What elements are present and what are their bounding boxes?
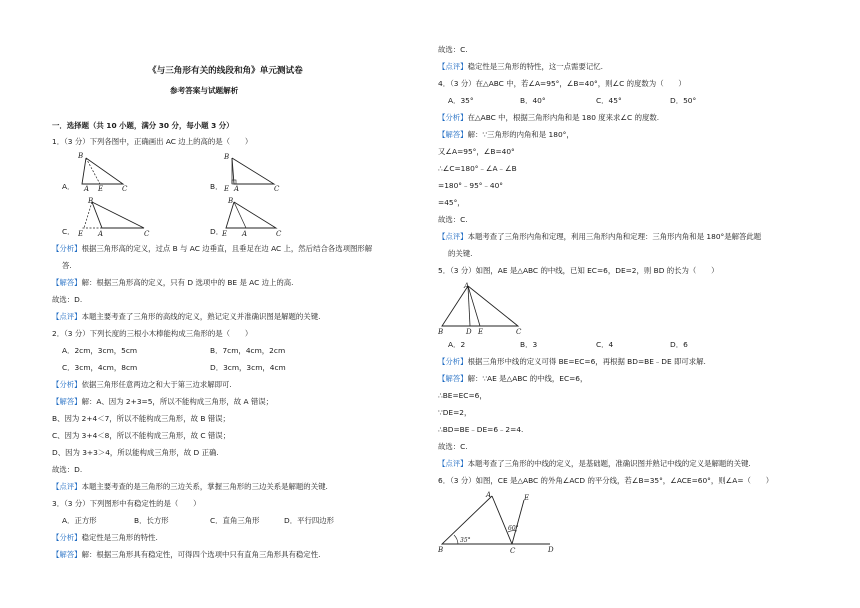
page-subtitle: 参考答案与试题解析 (170, 86, 239, 95)
solution-tag: 【解答】 (438, 130, 468, 139)
q4-line-2: ∴∠C=180°﹣∠A﹣∠B (438, 164, 517, 173)
q1-analysis (52, 245, 372, 254)
comment-tag: 【点评】 (438, 62, 468, 71)
q2-line-b: B、因为 2+4＜7，所以不能构成三角形，故 B 错误； (52, 414, 230, 423)
q3-solution-text: 解：根据三角形具有稳定性，可得四个选项中只有直角三角形具有稳定性. (81, 550, 321, 559)
q5-comment (438, 460, 751, 469)
q2-line-d: D、因为 3+3＞4，所以能构成三角形，故 D 正确. (52, 448, 219, 457)
page-title: 《与三角形有关的线段和角》单元测试卷 (148, 66, 303, 76)
q1-comment-text: 本题主要考查了三角形的高线的定义，熟记定义并准确识图是解题的关键. (81, 312, 321, 321)
q4-analysis-text: 在△ABC 中，根据三角形内角和是 180 度来求∠C 的度数. (467, 113, 660, 122)
solution-tag: 【解答】 (438, 374, 468, 383)
q1-stem: 1．（3 分）下列各图中，正确画出 AC 边上的高的是（ ） (52, 137, 253, 146)
comment-tag: 【点评】 (438, 459, 468, 468)
analysis-tag: 【分析】 (52, 380, 82, 389)
q5-choice: 故选：C. (438, 442, 468, 451)
q5-analysis-text: 根据三角形中线的定义可得 BE=EC=6，再根据 BD=BE﹣DE 即可求解. (467, 357, 706, 366)
q1d-label-c: C (276, 230, 282, 238)
q1-figure-c (78, 196, 168, 238)
comment-tag: 【点评】 (52, 482, 82, 491)
solution-tag: 【解答】 (52, 550, 82, 559)
q5-comment-text: 本题考查了三角形的中线的定义，是基础题，准确识图并熟记中线的定义是解题的关键. (467, 459, 751, 468)
q4-solution (438, 131, 574, 140)
q2-comment-text: 本题主要考查的是三角形的三边关系，掌握三角形的三边关系是解题的关键. (81, 482, 328, 491)
q4-analysis (438, 114, 659, 123)
q4-comment-cont: 的关键. (448, 249, 473, 258)
q1-solution-text: 解：根据三角形高的定义，只有 D 选项中的 BE 是 AC 边上的高. (81, 278, 294, 287)
q1-figure-d (220, 196, 310, 238)
q5-line-1: ∴BE=EC=6， (438, 391, 487, 400)
q1d-label-b: B (228, 197, 234, 205)
q5-label-c: C (516, 328, 522, 336)
q2-option-c: C．3cm，4cm，8cm (62, 363, 138, 372)
q5-label-e: E (478, 328, 484, 336)
q1-option-c-label: C． (62, 227, 75, 236)
q6-label-b: B (438, 546, 444, 554)
q1-solution (52, 279, 294, 288)
q1a-label-b: B (78, 152, 84, 160)
q1-comment (52, 313, 320, 322)
q5-analysis (438, 358, 706, 367)
q5-line-2: ∵DE=2， (438, 408, 472, 417)
analysis-tag: 【分析】 (438, 113, 468, 122)
q5-line-3: ∴BD=BE﹣DE=6﹣2=4. (438, 425, 524, 434)
q5-label-b: B (438, 328, 444, 336)
q2-analysis (52, 381, 232, 390)
q1-figure-a (78, 150, 158, 192)
q1b-label-b: B (224, 153, 230, 161)
q6-figure (438, 488, 588, 556)
q1c-label-c: C (144, 230, 150, 238)
q5-solution (438, 375, 587, 384)
q1c-label-e: E (78, 230, 84, 238)
q1c-label-a: A (98, 230, 104, 238)
q3-comment-text: 稳定性是三角形的特性，这一点需要记忆. (467, 62, 603, 71)
q5-option-a: A．2 (448, 340, 466, 349)
q3-analysis-text: 稳定性是三角形的特性. (81, 533, 158, 542)
q1a-label-e: E (98, 185, 104, 192)
q1a-label-c: C (122, 185, 128, 192)
q2-comment (52, 483, 328, 492)
q2-option-a: A．2cm，3cm，5cm (62, 346, 138, 355)
q4-stem: 4．（3 分）在△ABC 中，若∠A=95°，∠B=40°，则∠C 的度数为（ ） (438, 79, 686, 88)
q3-option-c: C．直角三角形 (210, 516, 260, 525)
q5-stem: 5．（3 分）如图，AE 是△ABC 的中线，已知 EC=6，DE=2，则 BD 的长为（ ） (438, 266, 719, 275)
comment-tag: 【点评】 (438, 232, 468, 241)
q5-option-d: D．6 (670, 340, 688, 349)
q6-label-60: 60° (508, 525, 519, 532)
q1d-label-a: A (242, 230, 248, 238)
q1-analysis-text: 根据三角形高的定义，过点 B 与 AC 边垂直，且垂足在边 AC 上，然后结合各选项图形解 (81, 244, 373, 253)
q3-stem: 3．（3 分）下列图形中有稳定性的是（ ） (52, 499, 201, 508)
q4-comment-text: 本题考查了三角形内角和定理，利用三角形内角和定理：三角形内角和是 180°是解答此题 (467, 232, 762, 241)
q6-label-a: A (486, 491, 492, 499)
q3-option-d: D．平行四边形 (284, 516, 335, 525)
q2-analysis-text: 依据三角形任意两边之和大于第三边求解即可. (81, 380, 232, 389)
q5-option-b: B．3 (520, 340, 538, 349)
q2-choice: 故选：D. (52, 465, 83, 474)
q4-comment (438, 233, 761, 242)
q5-label-d: D (466, 328, 472, 336)
q4-line-4: =45°， (438, 198, 465, 207)
right-column (438, 0, 810, 608)
q1a-label-a: A (84, 185, 90, 192)
q4-option-b: B．40° (520, 96, 546, 105)
left-column (52, 0, 416, 608)
q2-option-b: B．7cm，4cm，2cm (210, 346, 286, 355)
q5-option-c: C．4 (596, 340, 614, 349)
q4-option-d: D．50° (670, 96, 697, 105)
q2-solution (52, 398, 273, 407)
q6-label-d: D (548, 546, 554, 554)
q2-solution-text: 解：A、因为 2+3=5，所以不能构成三角形，故 A 错误； (81, 397, 274, 406)
q3-comment (438, 63, 603, 72)
q1c-label-b: B (88, 197, 94, 205)
q1-analysis-cont: 答. (62, 261, 72, 270)
analysis-tag: 【分析】 (52, 244, 82, 253)
q3-solution (52, 551, 320, 560)
q6-label-e: E (524, 494, 530, 502)
q2-stem: 2．（3 分）下列长度的三根小木棒能构成三角形的是（ ） (52, 329, 253, 338)
q6-stem: 6．（3 分）如图，CE 是△ABC 的外角∠ACD 的平分线，若∠B=35°，∠ACE=60°，则∠A=（ ） (438, 476, 774, 485)
section-heading: 一．选择题（共 10 小题，满分 30 分，每小题 3 分） (52, 121, 234, 130)
q1-option-b-label: B． (210, 182, 223, 191)
q4-option-a: A．35° (448, 96, 474, 105)
analysis-tag: 【分析】 (52, 533, 82, 542)
q3-analysis (52, 534, 158, 543)
comment-tag: 【点评】 (52, 312, 82, 321)
solution-tag: 【解答】 (52, 397, 82, 406)
q1d-label-e: E (222, 230, 228, 238)
q6-label-35: 35° (460, 537, 471, 544)
q1-choice: 故选：D. (52, 295, 83, 304)
q5-label-a: A (464, 282, 470, 290)
q4-choice: 故选：C. (438, 215, 468, 224)
q4-option-c: C．45° (596, 96, 622, 105)
q3-option-a: A．正方形 (62, 516, 97, 525)
q3-option-b: B．长方形 (134, 516, 169, 525)
q5-solution-text: 解：∵AE 是△ABC 的中线，EC=6， (467, 374, 588, 383)
solution-tag: 【解答】 (52, 278, 82, 287)
q1-figure-b (220, 150, 310, 192)
q5-figure (438, 280, 538, 336)
q2-line-c: C、因为 3+4＜8，所以不能构成三角形，故 C 错误； (52, 431, 231, 440)
q4-solution-text: 解：∵三角形的内角和是 180°， (467, 130, 574, 139)
q1-option-a-label: A． (62, 182, 75, 191)
q1b-label-c: C (274, 185, 280, 192)
q1b-label-a: A (234, 185, 240, 192)
q3-choice: 故选：C. (438, 45, 468, 54)
q1-option-d-label: D． (210, 227, 224, 236)
q4-line-3: =180°﹣95°﹣40° (438, 181, 503, 190)
q1b-label-e: E (224, 185, 230, 192)
q6-label-c: C (510, 547, 516, 555)
analysis-tag: 【分析】 (438, 357, 468, 366)
q2-option-d: D．3cm，3cm，4cm (210, 363, 286, 372)
q4-line-1: 又∠A=95°，∠B=40° (438, 147, 515, 156)
